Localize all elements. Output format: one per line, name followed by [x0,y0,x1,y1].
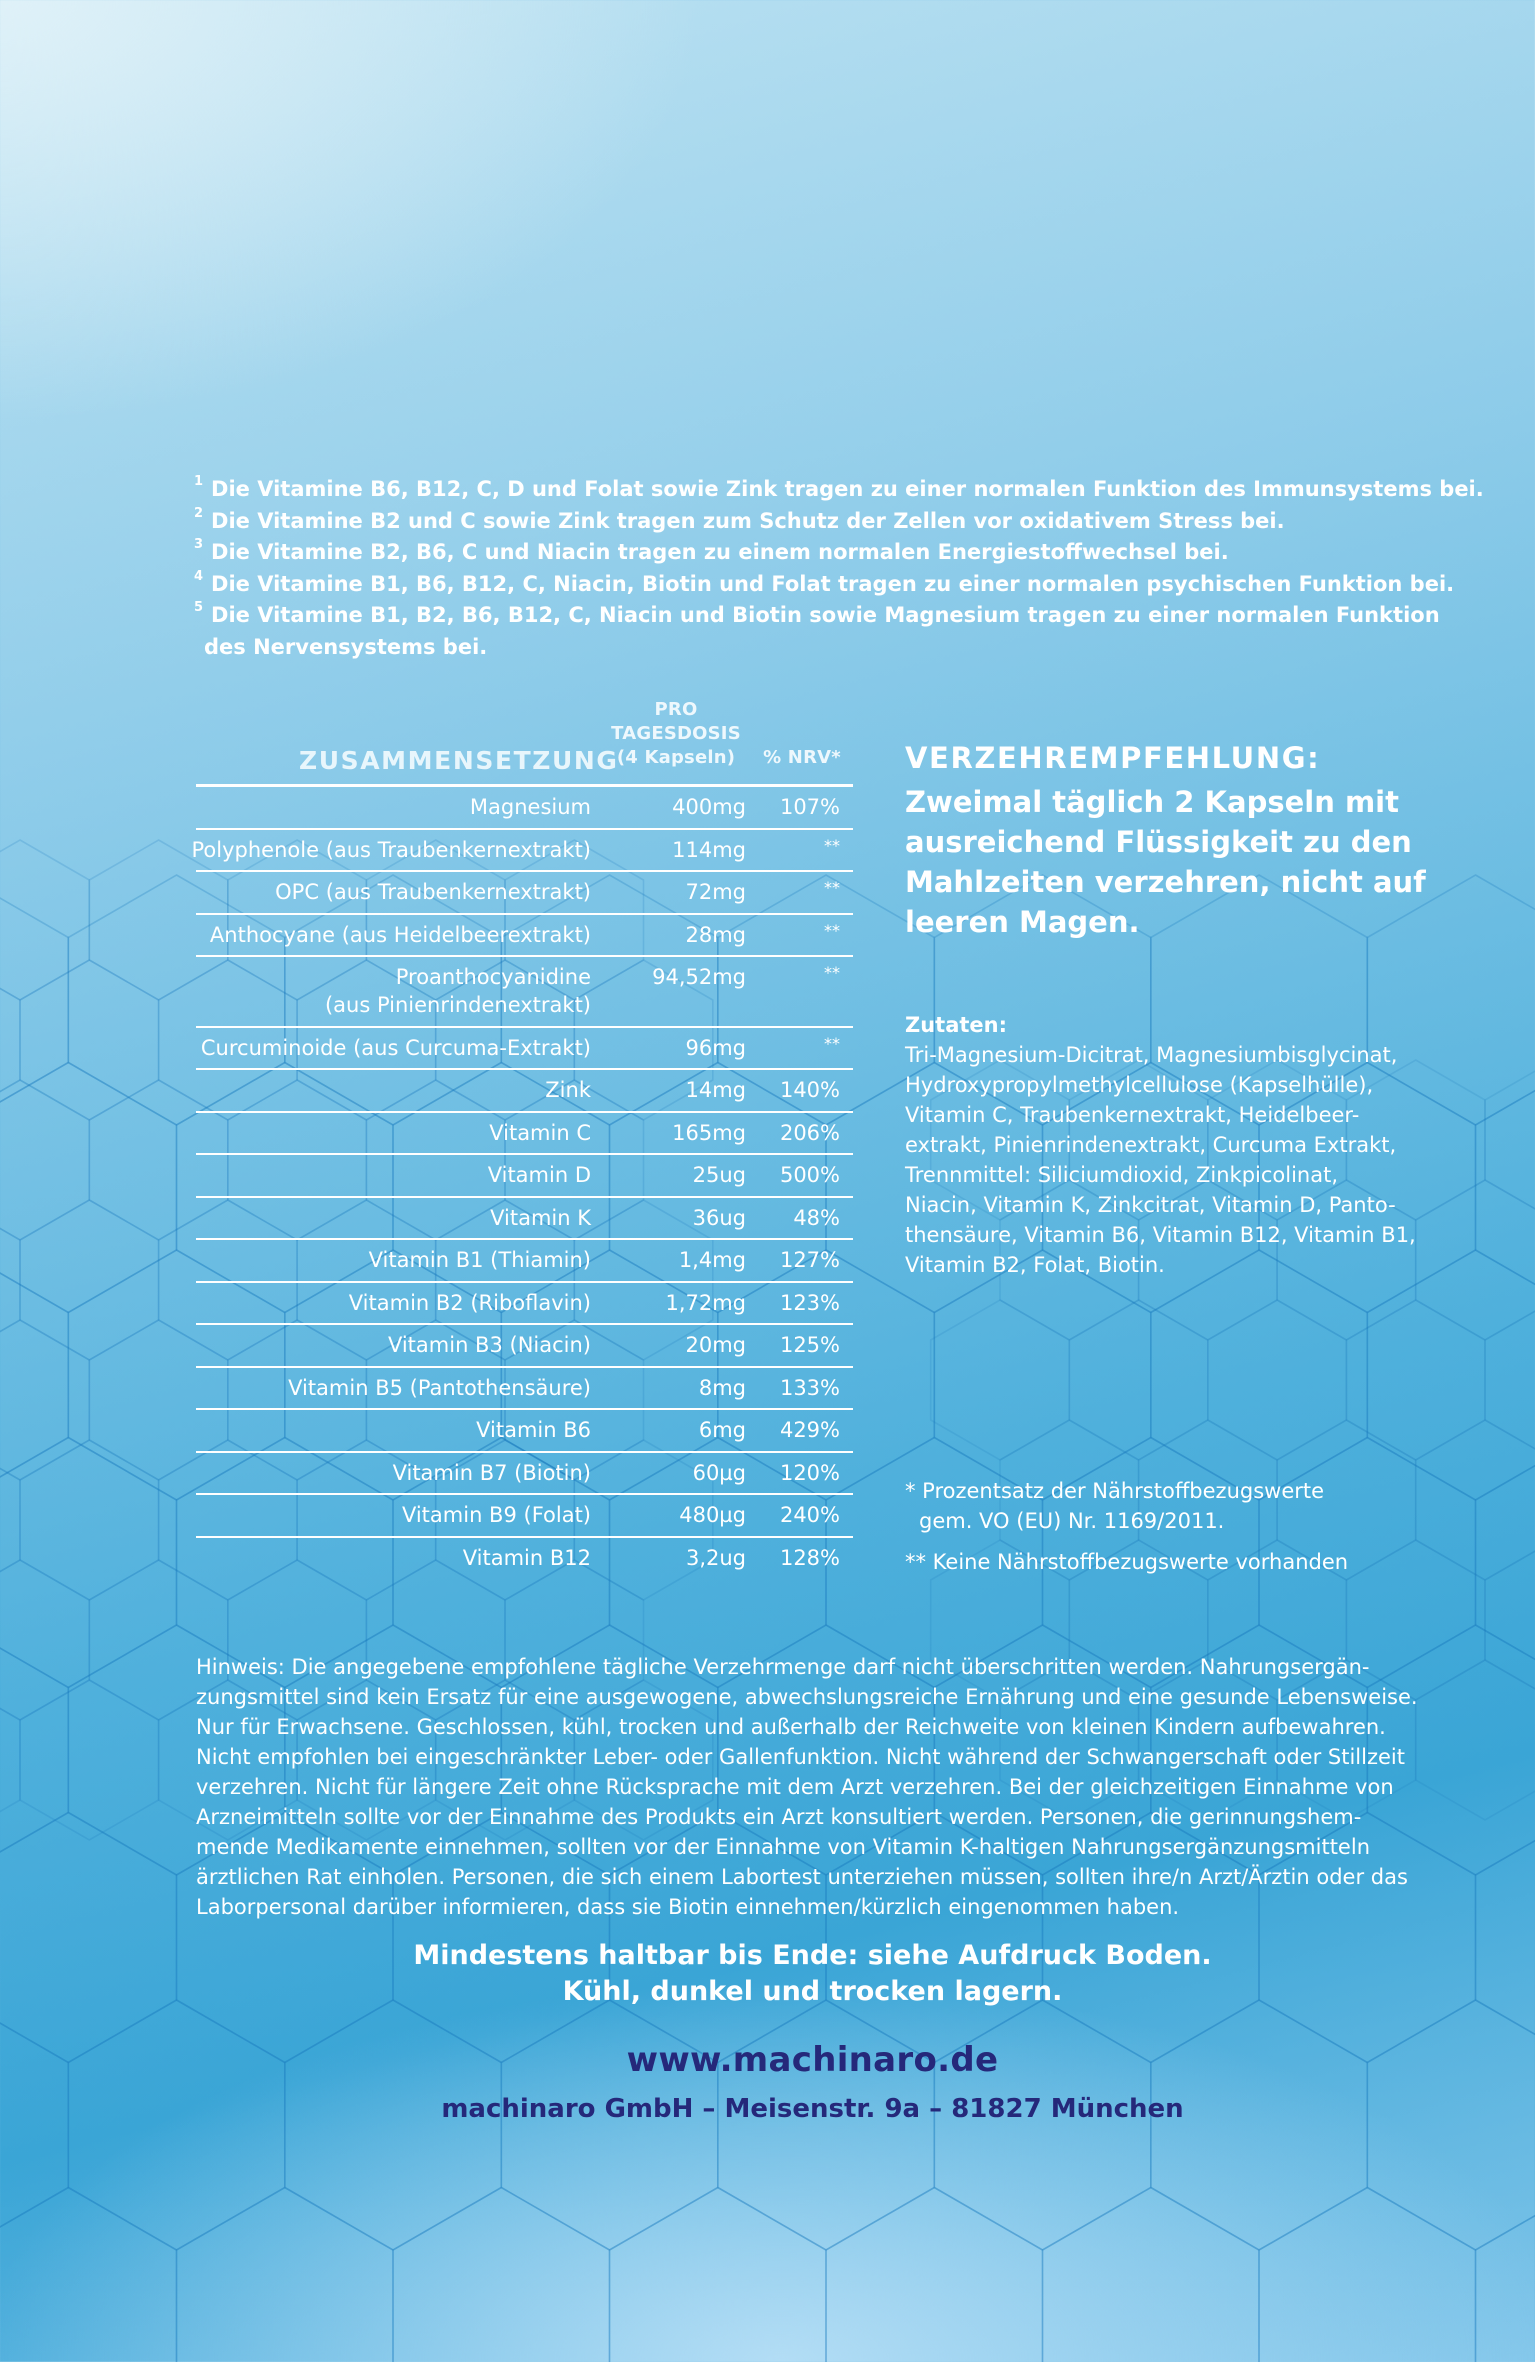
table-row [196,1070,853,1113]
nutrient-name: Anthocyane (aus Heidelbeerextrakt) [209,922,591,947]
hexagon-shape [1043,2188,1260,2362]
hexagon-shape [0,1680,20,1840]
nutrient-amount: 14mg [685,1078,746,1102]
storage-line: Kühl, dunkel und trocken lagern. [562,1976,1063,2007]
best-before-line: Mindestens haltbar bis Ende: siehe Aufdruck Boden. [413,1940,1212,1971]
nrv-column-header: % NRV* [763,747,841,768]
table-row [196,872,853,915]
hexagon-shape [0,1440,20,1600]
table-row [196,1538,853,1579]
nutrient-amount: 36ug [692,1205,746,1230]
hexagon-shape [0,2000,68,2250]
nutrient-name: Vitamin B2 (Riboflavin) [348,1290,591,1315]
nrv-note-1-continuation: gem. VO (EU) Nr. 1169/2011. [919,1509,1225,1533]
hexagon-shape [20,960,159,1120]
nutrient-nrv: 500% [779,1163,840,1187]
nutrient-name: Vitamin B3 (Niacin) [387,1333,591,1357]
nutrient-name: Vitamin B6 [476,1418,591,1442]
hexagon-shape [0,1560,89,1720]
nutrient-name: Proanthocyanidine (aus Pinienrindenextrakt) [324,965,591,1017]
nutrient-amount: 94,52mg [652,965,746,989]
nutrient-name: Curcuminoide (aus Curcuma-Extrakt) [200,1035,591,1060]
hexagon-shape [0,1625,68,1875]
table-row [196,1028,853,1071]
nutrient-nrv: 107% [779,795,840,819]
table-row [196,1325,853,1368]
nutrient-nrv: 128% [779,1545,840,1570]
hexagon-shape [826,2188,1043,2362]
table-row [196,1155,853,1198]
hexagon-shape [1367,2000,1535,2250]
hexagon-shape [1259,2188,1476,2362]
nutrient-nrv: 140% [779,1078,840,1102]
nutrient-amount: 1,72mg [665,1290,746,1315]
ingredients-heading: Zutaten: [905,1013,1008,1037]
nutrient-name: Vitamin B7 (Biotin) [392,1460,591,1485]
intake-heading: VERZEHREMPFEHLUNG: [905,741,1321,775]
warning-notice: Hinweis: Die angegebene empfohlene tägliche Verzehrmenge darf nicht überschritten werden. Nahrungsergän- zungsmittel sind kein Ersatz für eine ausgewogene, abwechslungsreiche Ernährung und eine gesunde Lebensweise. Nur für Erwachsene. Geschlossen, kühl, trocken und außerhalb der Reichweite von kleinen Kindern aufbewahren. Nicht empfohlen bei eingeschränkter Leber- oder Gallenfunktion. Nicht während der Schwangerschaft oder Stillzeit verzehren. Nicht für längere Zeit ohne Rücksprache mit dem Arzt verzehren. Bei der gleichzeitigen Einnahme von Arzneimitteln sollte vor der Einnahme des Produkts ein Arzt konsultiert werden. Personen, die gerinnungshem- mende Medikamente einnehmen, sollten vor der Einnahme von Vitamin K-haltigen Nahrungsergänzungsmitteln ärztlichen Rat einholen. Personen, die sich einem Labortest unterziehen müssen, sollten ihre/n Arzt/Ärztin oder das Laborpersonal darüber informieren, dass sie Biotin einnehmen/kürzlich eingenommen haben. [196,1655,1418,1919]
nutrient-amount: 3,2ug [685,1545,746,1570]
table-row [196,1283,853,1326]
nutrient-nrv: 429% [779,1418,840,1442]
nutrient-amount: 28mg [685,922,746,947]
hexagon-shape [1151,2000,1368,2250]
nutrient-name: Vitamin K [490,1205,591,1230]
nutrient-amount: 8mg [698,1375,746,1400]
nutrient-nrv: 120% [779,1460,840,1485]
hexagon-shape [1367,1250,1535,1500]
nutrient-name: Zink [545,1078,591,1102]
nutrient-name: Vitamin B5 (Pantothensäure) [288,1375,591,1400]
nutrient-name: OPC (aus Traubenkernextrakt) [275,880,591,904]
footnote-3: 3 Die Vitamine B2, B6, C und Niacin tragen zu einem normalen Energiestoffwechsel bei. [194,537,1229,564]
table-row [196,1410,853,1453]
company-address: machinaro GmbH – Meisenstr. 9a – 81827 München [441,2094,1184,2124]
nutrient-name: Magnesium [469,795,591,819]
nutrient-amount: 25ug [692,1163,746,1187]
table-row [196,1198,853,1241]
website-link[interactable]: www.machinaro.de [626,2040,999,2080]
table-row [196,1495,853,1538]
hexagon-shape [20,1680,159,1840]
hexagon-shape [501,2000,718,2250]
nutrient-nrv: ** [824,963,840,982]
hexagon-shape [1208,1300,1347,1460]
nutrient-nrv: ** [824,920,840,940]
nutrient-amount: 20mg [685,1333,746,1357]
nutrient-amount: 96mg [685,1035,746,1060]
table-row [196,1113,853,1156]
hexagon-shape [934,2000,1151,2250]
nutrient-name: Vitamin B12 [462,1545,591,1570]
nutrient-nrv: 125% [779,1333,840,1357]
nutrient-nrv: ** [824,1033,840,1053]
hexagon-shape [1476,2188,1535,2362]
intake-recommendation [905,738,1465,942]
footnote-4: 4 Die Vitamine B1, B6, B12, C, Niacin, Biotin und Folat tragen zu einer normalen psychischen Funktion bei. [194,568,1455,596]
nutrient-name: Vitamin B9 (Folat) [401,1503,591,1527]
hexagon-shape [931,1300,1070,1460]
nutrient-amount: 480µg [679,1503,746,1527]
hexagon-shape [0,1250,68,1500]
nutrient-amount: 60µg [692,1460,746,1485]
table-row [191,830,853,873]
nutrient-nrv: 48% [793,1205,840,1230]
nutrient-nrv: 206% [779,1120,840,1145]
hexagon-shape [0,1080,89,1240]
hexagon-shape [0,1200,20,1360]
hexagon-shape [718,2000,935,2250]
nrv-note-2: ** Keine Nährstoffbezugswerte vorhanden [905,1550,1349,1574]
footnote-1: 1 Die Vitamine B6, B12, C, D und Folat sowie Zink tragen zu einer normalen Funktion des Immunsystems bei. [194,474,1484,501]
nutrient-nrv: 127% [779,1248,840,1272]
footnote-5: 5 Die Vitamine B1, B2, B6, B12, C, Niacin und Biotin sowie Magnesium tragen zu einer normalen Funktion [194,600,1440,627]
nutrient-amount: 6mg [698,1418,746,1442]
nutrient-amount: 1,4mg [678,1248,746,1272]
storage-info [0,1938,1535,2010]
hexagon-shape [20,1440,159,1600]
hexagon-shape [1151,1250,1368,1500]
hexagon-shape [1485,1540,1535,1700]
hexagon-shape [1485,1300,1535,1460]
footnote-2: 2 Die Vitamine B2 und C sowie Zink tragen zum Schutz der Zellen vor oxidativem Stress bei. [194,505,1285,533]
hexagon-shape [68,2000,284,2250]
nutrient-amount: 72mg [685,880,746,904]
hexagon-shape [934,1250,1151,1500]
composition-title: ZUSAMMENSETZUNG [299,746,619,775]
nutrient-name: Vitamin C [489,1120,591,1145]
table-row [196,1453,853,1496]
hexagon-shape [0,1320,89,1480]
nrv-note-1: * Prozentsatz der Nährstoffbezugswerte [905,1479,1325,1503]
nutrient-nrv: 240% [779,1503,840,1527]
nutrient-name: Vitamin B1 (Thiamin) [368,1248,591,1272]
nutrient-amount: 400mg [672,795,746,819]
hexagon-shape [393,2188,610,2362]
table-row [196,1240,853,1283]
hexagon-shape [0,2188,177,2362]
nutrient-nrv: 133% [779,1375,840,1400]
footnote-5-continuation: des Nervensystems bei. [204,634,488,659]
table-row [196,957,853,1028]
hexagon-shape [1485,1060,1535,1220]
table-row [196,915,853,958]
dose-column-header: PRO TAGESDOSIS (4 Kapseln) [611,699,741,768]
hexagon-shape [610,2188,827,2362]
nutrient-name: Polyphenole (aus Traubenkernextrakt) [191,837,591,862]
hexagon-shape [20,1200,159,1360]
nutrient-amount: 114mg [672,837,746,862]
hexagon-shape [285,2000,502,2250]
hexagon-shape [0,840,89,1000]
nutrient-amount: 165mg [672,1120,746,1145]
hexagon-shape [177,2188,394,2362]
hexagon-shape [1069,1300,1208,1460]
nutrient-nrv: 123% [779,1290,840,1315]
nutrient-nrv: ** [824,835,840,855]
intake-text: Zweimal täglich 2 Kapseln mit ausreichend Flüssigkeit zu den Mahlzeiten verzehren, nicht auf leeren Magen. [905,785,1426,939]
hexagon-shape [0,1063,177,1313]
table-row [196,787,853,830]
table-row [196,1368,853,1411]
nutrient-nrv: ** [824,878,840,897]
composition-rows [191,787,853,1578]
ingredients: Zutaten: Tri-Magnesium-Dicitrat, Magnesiumbisglycinat, Hydroxypropylmethylcellulose (Kapselhülle), Vitamin C, Traubenkernextrakt, Heidelbeer- extrakt, Pinienrindenextrakt, Curcuma Extrakt, Trennmittel: Siliciumdioxid, Zinkpicolinat, Niacin, Vitamin K, Zinkcitrat, Vitamin D, Panto- thensäure, Vitamin B6, Vitamin B12, Vitamin B1, Vitamin B2, Folat, Biotin. [905,1010,1465,1280]
health-claims-footnotes [194,474,1484,663]
nutrient-name: Vitamin D [487,1163,591,1187]
nrv-footnotes [905,1476,1465,1577]
